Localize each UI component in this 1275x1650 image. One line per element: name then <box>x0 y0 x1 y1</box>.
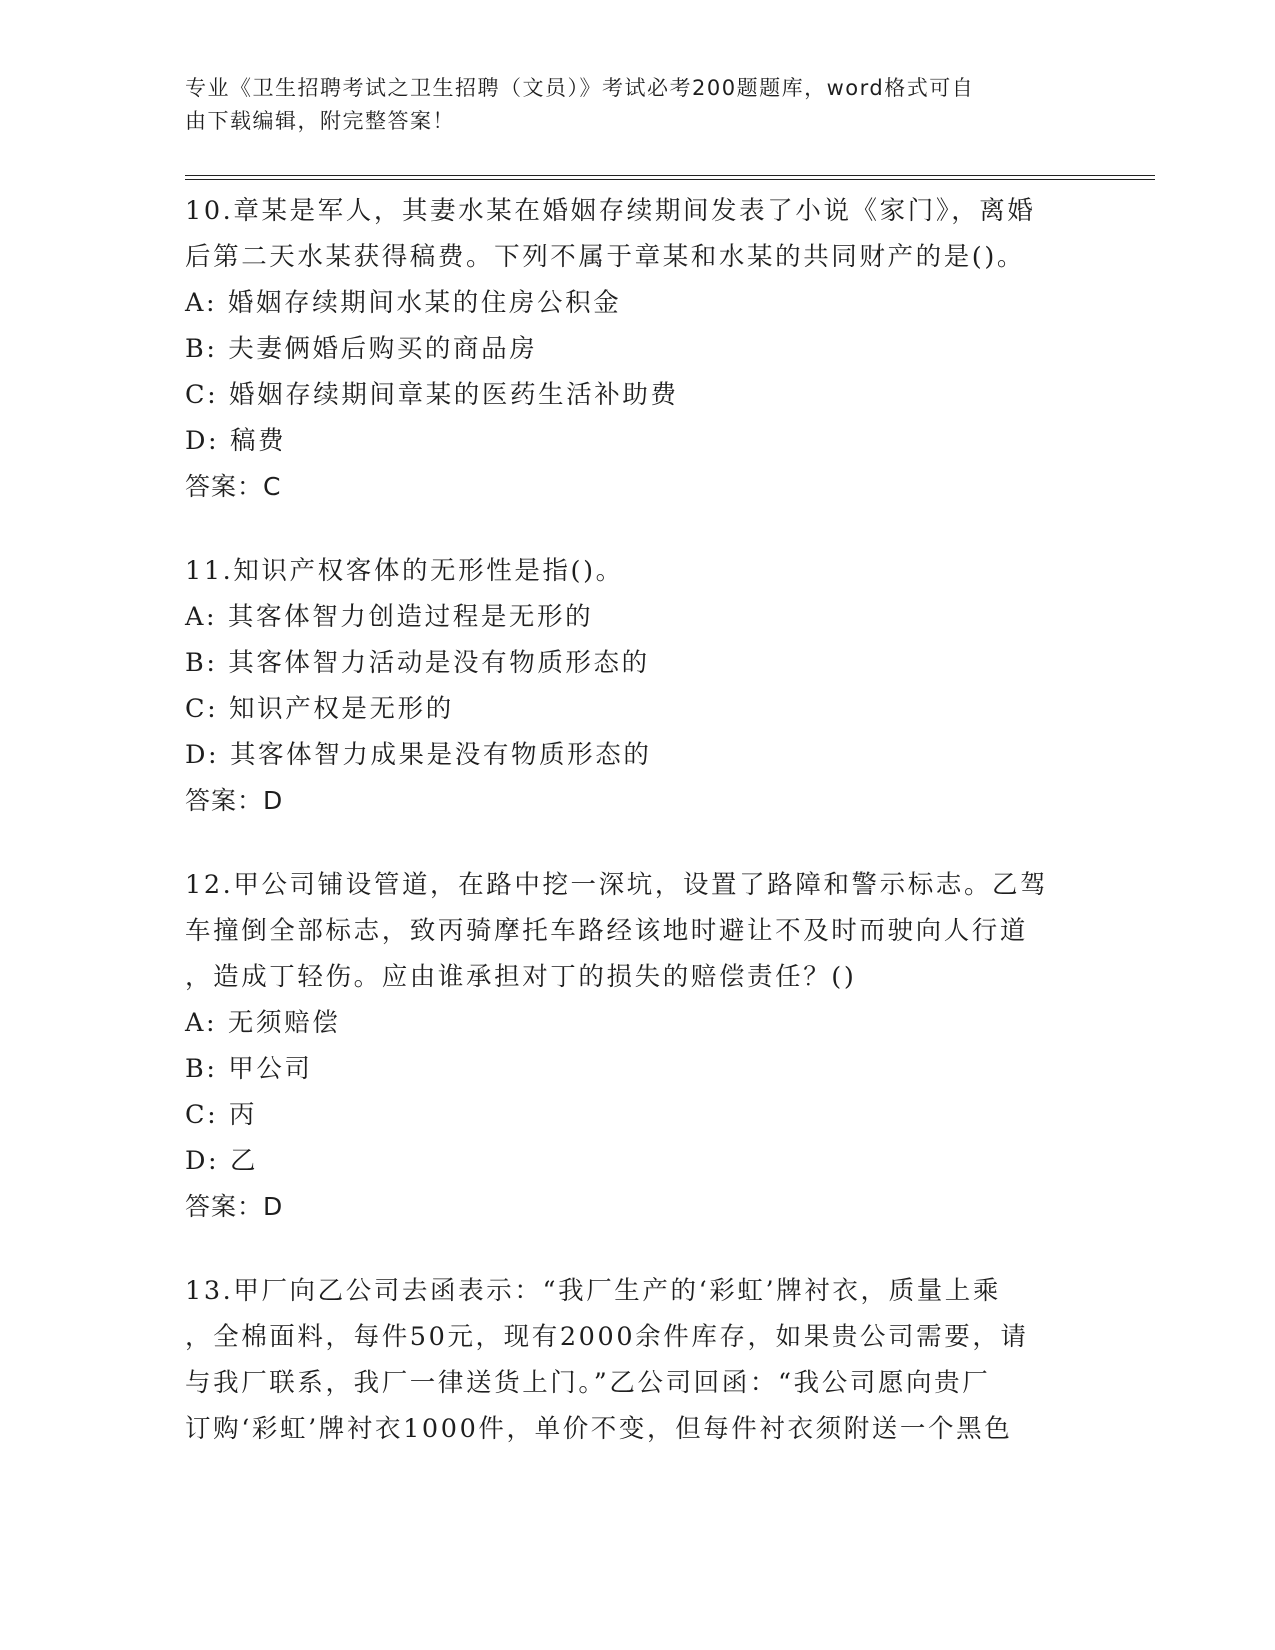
header-title-line-1: 专业《卫生招聘考试之卫生招聘（文员）》考试必考200题题库，word格式可自 <box>185 76 975 100</box>
question-12-option-d: D: 乙 <box>185 1146 259 1176</box>
question-12-text-line-3: ，造成丁轻伤。应由谁承担对丁的损失的赔偿责任？() <box>185 962 857 992</box>
question-12 <box>185 862 1085 1230</box>
question-11-option-c: C: 知识产权是无形的 <box>185 694 454 724</box>
question-13-text-line-2: ，全棉面料，每件50元，现有2000余件库存，如果贵公司需要，请 <box>185 1322 1029 1352</box>
question-10-option-c: C: 婚姻存续期间章某的医药生活补助费 <box>185 380 679 410</box>
question-10-answer <box>185 464 1085 510</box>
question-11-text-line-1: 11.知识产权客体的无形性是指()。 <box>185 556 624 586</box>
question-10-option-a: A: 婚姻存续期间水某的住房公积金 <box>185 288 622 318</box>
answer-value: C <box>263 472 282 501</box>
question-10 <box>185 188 1085 510</box>
question-13 <box>185 1268 1085 1452</box>
question-12-option-a: A: 无须赔偿 <box>185 1008 341 1038</box>
answer-label: 答案： <box>185 472 264 501</box>
question-11-option-d: D: 其客体智力成果是没有物质形态的 <box>185 740 652 770</box>
question-11-option-a: A: 其客体智力创造过程是无形的 <box>185 602 594 632</box>
answer-label: 答案： <box>185 1192 264 1221</box>
answer-value: D <box>263 1192 284 1221</box>
document-header <box>185 72 1065 138</box>
answer-label: 答案： <box>185 786 264 815</box>
question-10-option-b: B: 夫妻俩婚后购买的商品房 <box>185 334 538 364</box>
question-12-answer <box>185 1184 1085 1230</box>
question-11 <box>185 548 1085 824</box>
question-12-option-c: C: 丙 <box>185 1100 258 1130</box>
question-12-text-line-2: 车撞倒全部标志，致丙骑摩托车路经该地时避让不及时而驶向人行道 <box>185 916 1029 946</box>
question-10-option-d: D: 稿费 <box>185 426 287 456</box>
question-12-option-b: B: 甲公司 <box>185 1054 313 1084</box>
question-11-answer <box>185 778 1085 824</box>
question-10-text-line-2: 后第二天水某获得稿费。下列不属于章某和水某的共同财产的是()。 <box>185 242 1025 272</box>
answer-value: D <box>263 786 284 815</box>
header-title-line-2: 由下载编辑，附完整答案！ <box>185 109 455 133</box>
question-12-text-line-1: 12.甲公司铺设管道，在路中挖一深坑，设置了路障和警示标志。乙驾 <box>185 870 1049 900</box>
question-13-text-line-1: 13.甲厂向乙公司去函表示：“我厂生产的‘彩虹’牌衬衣，质量上乘 <box>185 1276 1002 1306</box>
question-10-text-line-1: 10.章某是军人，其妻水某在婚姻存续期间发表了小说《家门》，离婚 <box>185 196 1036 226</box>
header-divider <box>185 175 1155 180</box>
question-13-text-line-4: 订购‘彩虹’牌衬衣1000件，单价不变，但每件衬衣须附送一个黑色 <box>185 1414 1013 1444</box>
question-list <box>185 188 1085 1490</box>
question-13-text-line-3: 与我厂联系，我厂一律送货上门。”乙公司回函：“我公司愿向贵厂 <box>185 1368 991 1398</box>
question-11-option-b: B: 其客体智力活动是没有物质形态的 <box>185 648 650 678</box>
